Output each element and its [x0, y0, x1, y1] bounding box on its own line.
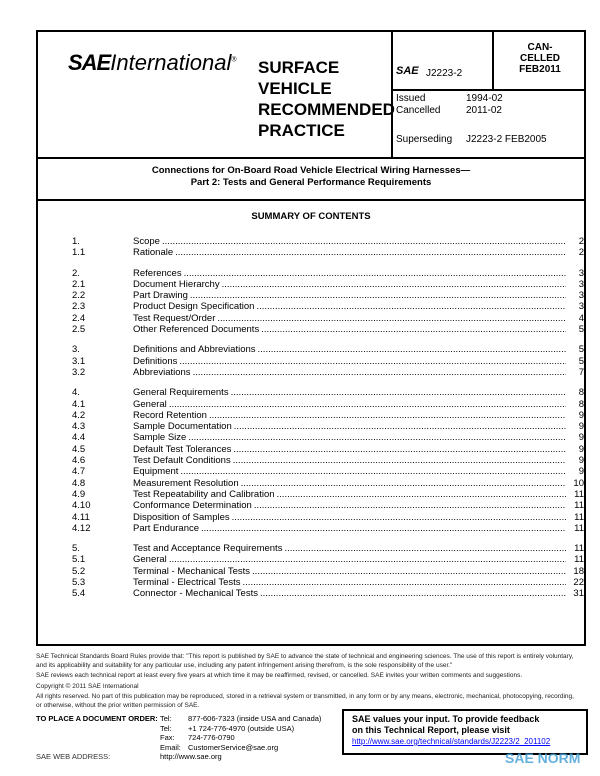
- toc-number: 2.4: [72, 312, 86, 324]
- toc-leader: [193, 367, 566, 378]
- toc-entry[interactable]: [72, 466, 584, 477]
- toc-title: General: [133, 554, 167, 566]
- toc-title: Part Endurance: [133, 522, 200, 534]
- toc-title: Record Retention: [133, 409, 207, 421]
- toc-title: Rationale: [133, 247, 174, 259]
- toc-number: 2.: [72, 267, 80, 279]
- status-cancelled: [494, 42, 586, 75]
- toc-title: Disposition of Samples: [133, 511, 230, 523]
- toc-entry[interactable]: [72, 489, 584, 500]
- toc-number: 3.: [72, 344, 80, 356]
- toc-title: Equipment: [133, 466, 179, 478]
- toc-title: Document Hierarchy: [133, 278, 220, 290]
- toc-title: Terminal - Electrical Tests: [133, 577, 241, 589]
- footer-text: SAE reviews each technical report at least every five years at which time it may be reaffirmed, revised, or cancelled. SAE invites your written comments and suggestions.: [36, 672, 523, 679]
- toc-page: 2: [578, 247, 584, 259]
- toc-entry[interactable]: [72, 421, 584, 432]
- email-label: Email:: [160, 742, 181, 752]
- toc-entry[interactable]: [72, 588, 584, 599]
- toc-section: [72, 344, 584, 378]
- cancelled-label: Cancelled: [396, 105, 441, 116]
- toc-entry[interactable]: [72, 455, 584, 466]
- toc-leader: [233, 444, 566, 455]
- toc-page: 9: [578, 455, 584, 467]
- toc-title: Product Design Specification: [133, 301, 255, 313]
- toc-page: 3: [578, 278, 584, 290]
- toc-section: [72, 543, 584, 599]
- toc-title: Other Referenced Documents: [133, 324, 260, 336]
- toc-title: Abbreviations: [133, 366, 191, 378]
- toc-leader: [258, 344, 566, 355]
- toc-page: 9: [578, 466, 584, 478]
- toc-number: 4.10: [72, 500, 91, 512]
- toc-number: 5.3: [72, 577, 86, 589]
- toc-leader: [256, 301, 566, 312]
- toc-title: Connector - Mechanical Tests: [133, 588, 258, 600]
- toc-number: 5.1: [72, 554, 86, 566]
- toc-leader: [209, 410, 566, 421]
- toc-leader: [243, 577, 566, 588]
- toc-leader: [190, 290, 566, 301]
- table-of-contents: [72, 236, 584, 609]
- web-link[interactable]: http://www.sae.org: [160, 752, 222, 761]
- divider: [36, 157, 586, 159]
- toc-title: Definitions: [133, 355, 178, 367]
- toc-page: 9: [578, 409, 584, 421]
- toc-page: 8: [578, 398, 584, 410]
- toc-page: 2: [578, 236, 584, 247]
- toc-leader: [231, 387, 566, 398]
- toc-page: 4: [578, 312, 584, 324]
- toc-leader: [233, 455, 566, 466]
- feedback-box: [342, 709, 588, 755]
- toc-page: 5: [578, 344, 584, 356]
- toc-title: Measurement Resolution: [133, 477, 239, 489]
- feedback-text: on this Technical Report, please visit: [352, 725, 510, 735]
- feedback-text: SAE values your input. To provide feedback: [352, 714, 540, 724]
- toc-leader: [232, 512, 566, 523]
- superseding-value: J2223-2 FEB2005: [466, 134, 547, 145]
- toc-leader: [284, 543, 566, 554]
- toc-entry[interactable]: [72, 324, 584, 335]
- toc-page: 11: [574, 554, 584, 566]
- sae-logo: SAEInternational®: [68, 50, 237, 75]
- fax-value: 724-776-0790: [188, 733, 235, 742]
- tel-value: 877-606-7323 (inside USA and Canada): [188, 714, 322, 723]
- toc-number: 2.1: [72, 278, 86, 290]
- doc-type-line: SURFACE: [258, 58, 340, 77]
- toc-page: 11: [574, 511, 584, 523]
- toc-page: 11: [574, 543, 584, 555]
- toc-number: 4.6: [72, 455, 86, 467]
- toc-entry[interactable]: [72, 301, 584, 312]
- toc-page: 5: [578, 324, 584, 336]
- doc-type-line: PRACTICE: [258, 121, 345, 140]
- toc-number: 2.3: [72, 301, 86, 313]
- watermark-logo: SAE NORM: [505, 750, 581, 766]
- toc-page: 3: [578, 301, 584, 313]
- toc-title: Test Repeatability and Calibration: [133, 488, 275, 500]
- cancelled-date: 2011-02: [466, 105, 502, 116]
- footer-notice: [36, 653, 576, 710]
- toc-page: 5: [578, 355, 584, 367]
- toc-number: 4.7: [72, 466, 86, 478]
- toc-number: 5.2: [72, 565, 86, 577]
- toc-entry[interactable]: [72, 566, 584, 577]
- email-link[interactable]: CustomerService@sae.org: [188, 742, 279, 752]
- toc-number: 4.9: [72, 488, 86, 500]
- toc-entry[interactable]: [72, 543, 584, 554]
- toc-entry[interactable]: [72, 344, 584, 355]
- doc-type-line: VEHICLE: [258, 79, 332, 98]
- toc-title: Test Request/Order: [133, 312, 216, 324]
- web-label: SAE WEB ADDRESS:: [36, 752, 111, 761]
- toc-number: 3.1: [72, 355, 86, 367]
- toc-leader: [234, 421, 566, 432]
- title-line: Connections for On-Board Road Vehicle Electrical Wiring Harnesses—: [151, 165, 471, 176]
- toc-leader: [222, 279, 566, 290]
- toc-number: 4.2: [72, 409, 86, 421]
- toc-page: 18: [573, 565, 584, 577]
- toc-entry[interactable]: [72, 268, 584, 279]
- toc-page: 7: [578, 366, 584, 378]
- toc-title: Definitions and Abbreviations: [133, 344, 256, 356]
- toc-leader: [188, 432, 566, 443]
- small-sae-logo: SAE: [396, 65, 419, 77]
- title-line: Part 2: Tests and General Performance Requirements: [190, 177, 432, 188]
- toc-title: Conformance Determination: [133, 500, 252, 512]
- toc-number: 5.4: [72, 588, 86, 600]
- divider: [391, 89, 586, 91]
- toc-page: 11: [574, 522, 584, 534]
- toc-number: 4.4: [72, 432, 86, 444]
- toc-leader: [180, 466, 566, 477]
- toc-number: 2.5: [72, 324, 86, 336]
- toc-leader: [261, 324, 566, 335]
- toc-leader: [241, 478, 566, 489]
- toc-page: 10: [573, 477, 584, 489]
- toc-section: [72, 387, 584, 534]
- divider: [36, 199, 586, 201]
- feedback-link[interactable]: http://www.sae.org/technical/standards/J2223/2_201102: [352, 737, 551, 746]
- tel-label: Tel:: [160, 723, 172, 733]
- doc-number: J2223-2: [426, 68, 463, 79]
- toc-entry[interactable]: [72, 410, 584, 421]
- toc-leader: [169, 399, 566, 410]
- toc-section: [72, 268, 584, 336]
- toc-entry[interactable]: [72, 236, 584, 247]
- toc-number: 4.: [72, 387, 80, 399]
- toc-number: 4.5: [72, 443, 86, 455]
- toc-entry[interactable]: [72, 290, 584, 301]
- toc-entry[interactable]: [72, 554, 584, 565]
- toc-entry[interactable]: [72, 478, 584, 489]
- document-title: [36, 165, 586, 189]
- toc-entry[interactable]: [72, 577, 584, 588]
- issued-date: 1994-02: [466, 93, 503, 104]
- toc-entry[interactable]: [72, 512, 584, 523]
- toc-leader: [162, 236, 566, 247]
- toc-title: References: [133, 267, 182, 279]
- toc-title: Default Test Tolerances: [133, 443, 232, 455]
- toc-title: Sample Size: [133, 432, 187, 444]
- toc-page: 3: [578, 267, 584, 279]
- toc-title: Scope: [133, 236, 160, 247]
- toc-number: 1.: [72, 236, 80, 247]
- toc-title: Part Drawing: [133, 290, 188, 302]
- toc-number: 4.3: [72, 421, 86, 433]
- toc-leader: [184, 268, 566, 279]
- toc-page: 11: [574, 488, 584, 500]
- doc-type-line: RECOMMENDED: [258, 100, 395, 119]
- toc-entry[interactable]: [72, 523, 584, 534]
- toc-entry[interactable]: [72, 432, 584, 443]
- toc-section: [72, 236, 584, 259]
- issue-info: [396, 93, 547, 146]
- toc-page: 8: [578, 387, 584, 399]
- footer-text: SAE Technical Standards Board Rules provide that: "This report is published by SAE to advance the state of technical and engineering sciences. The use of this report is entirely voluntary, and its applicability and suitability for any particular use, including any patent infringement arising therefrom, is the sole responsibility of the user.": [36, 653, 574, 669]
- issued-label: Issued: [396, 93, 426, 104]
- toc-title: Test and Acceptance Requirements: [133, 543, 283, 555]
- toc-entry[interactable]: [72, 444, 584, 455]
- toc-heading: SUMMARY OF CONTENTS: [251, 211, 371, 222]
- toc-entry[interactable]: [72, 313, 584, 324]
- toc-page: 11: [574, 500, 584, 512]
- toc-page: 3: [578, 290, 584, 302]
- toc-page: 9: [578, 432, 584, 444]
- toc-leader: [169, 554, 566, 565]
- tel-value: +1 724-776-4970 (outside USA): [188, 723, 295, 733]
- toc-entry[interactable]: [72, 247, 584, 258]
- toc-number: 2.2: [72, 290, 86, 302]
- order-label: TO PLACE A DOCUMENT ORDER:: [36, 714, 158, 723]
- toc-leader: [260, 588, 566, 599]
- toc-title: Sample Documentation: [133, 421, 232, 433]
- toc-leader: [254, 500, 566, 511]
- footer-text: All rights reserved. No part of this publication may be reproduced, stored in a retrieval system or transmitted, in any form or by any means, electronic, mechanical, photocopying, recording, or otherwise, without the prior written permission of SAE.: [36, 693, 574, 709]
- order-contacts: [160, 714, 321, 762]
- toc-number: 4.12: [72, 522, 91, 534]
- toc-title: Terminal - Mechanical Tests: [133, 565, 251, 577]
- tel-label: Tel:: [160, 714, 172, 723]
- toc-title: General Requirements: [133, 387, 229, 399]
- toc-number: 5.: [72, 543, 80, 555]
- toc-leader: [217, 313, 566, 324]
- copyright: Copyright © 2011 SAE International: [36, 682, 139, 690]
- toc-entry[interactable]: [72, 279, 584, 290]
- toc-number: 4.8: [72, 477, 86, 489]
- toc-number: 4.11: [72, 511, 90, 523]
- toc-entry[interactable]: [72, 356, 584, 367]
- toc-entry[interactable]: [72, 387, 584, 398]
- status-line: FEB2011: [519, 64, 561, 75]
- toc-number: 4.1: [72, 398, 86, 410]
- toc-page: 22: [573, 577, 584, 589]
- toc-entry[interactable]: [72, 500, 584, 511]
- doc-type: [258, 57, 395, 141]
- superseding-label: Superseding: [396, 134, 453, 145]
- toc-page: 31: [573, 588, 584, 600]
- toc-number: 3.2: [72, 366, 86, 378]
- toc-leader: [175, 247, 566, 258]
- toc-page: 9: [578, 421, 584, 433]
- toc-leader: [252, 566, 566, 577]
- toc-number: 1.1: [72, 247, 86, 259]
- toc-leader: [201, 523, 566, 534]
- toc-title: General: [133, 398, 167, 410]
- fax-label: Fax:: [160, 733, 175, 742]
- toc-page: 9: [578, 443, 584, 455]
- toc-entry[interactable]: [72, 367, 584, 378]
- status-line: CELLED: [520, 53, 560, 64]
- toc-leader: [179, 356, 566, 367]
- status-line: CAN-: [527, 42, 553, 53]
- toc-leader: [277, 489, 566, 500]
- toc-entry[interactable]: [72, 399, 584, 410]
- toc-title: Test Default Conditions: [133, 455, 231, 467]
